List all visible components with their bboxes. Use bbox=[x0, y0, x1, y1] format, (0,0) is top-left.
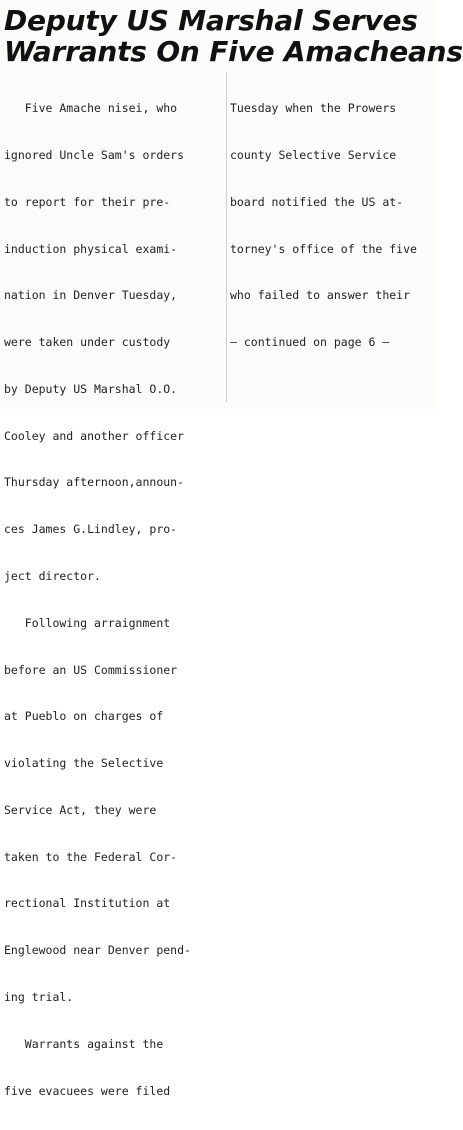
text-line: rectional Institution at bbox=[4, 896, 171, 911]
text-line: ject director. bbox=[4, 569, 101, 583]
article-right-column bbox=[230, 70, 434, 382]
text-line: ignored Uncle Sam's orders bbox=[4, 147, 185, 162]
text-line: county Selective Service bbox=[230, 147, 397, 162]
text-line: nation in Denver Tuesday, bbox=[4, 288, 178, 303]
text-line: Thursday afternoon,announ- bbox=[4, 475, 185, 490]
text-line: at Pueblo on charges of bbox=[4, 709, 164, 724]
text-line: violating the Selective bbox=[4, 756, 164, 771]
headline-line-2: Warrants On Five Amacheans bbox=[4, 35, 463, 68]
text-line: before an US Commissioner bbox=[4, 662, 178, 677]
text-line: Following arraignment bbox=[4, 615, 171, 630]
text-line: Cooley and another officer bbox=[4, 428, 185, 443]
text-line: ing trial. bbox=[4, 990, 74, 1005]
continuation-note: — continued on page 6 — bbox=[230, 335, 390, 350]
text-line: who failed to answer their bbox=[230, 288, 411, 303]
text-line: induction physical exami- bbox=[4, 241, 178, 256]
text-line: to report for their pre- bbox=[4, 194, 171, 209]
text-line: five evacuees were filed bbox=[4, 1083, 171, 1098]
text-line: Five Amache nisei, who bbox=[4, 101, 178, 116]
text-line: Warrants against the bbox=[4, 1036, 164, 1051]
text-line: ces James G.Lindley, pro- bbox=[4, 522, 178, 537]
text-line: were taken under custody bbox=[4, 335, 171, 350]
text-line: board notified the US at- bbox=[230, 194, 404, 209]
column-divider bbox=[226, 72, 227, 402]
text-line: torney's office of the five bbox=[230, 241, 417, 256]
text-line: Englewood near Denver pend- bbox=[4, 943, 191, 958]
text-line: Service Act, they were bbox=[4, 802, 157, 817]
headline-line-1: Deputy US Marshal Serves bbox=[4, 4, 418, 37]
article-left-column bbox=[4, 70, 224, 1130]
text-line: Tuesday when the Prowers bbox=[230, 101, 397, 116]
text-line: by Deputy US Marshal O.O. bbox=[4, 381, 178, 396]
text-line: taken to the Federal Cor- bbox=[4, 849, 178, 864]
